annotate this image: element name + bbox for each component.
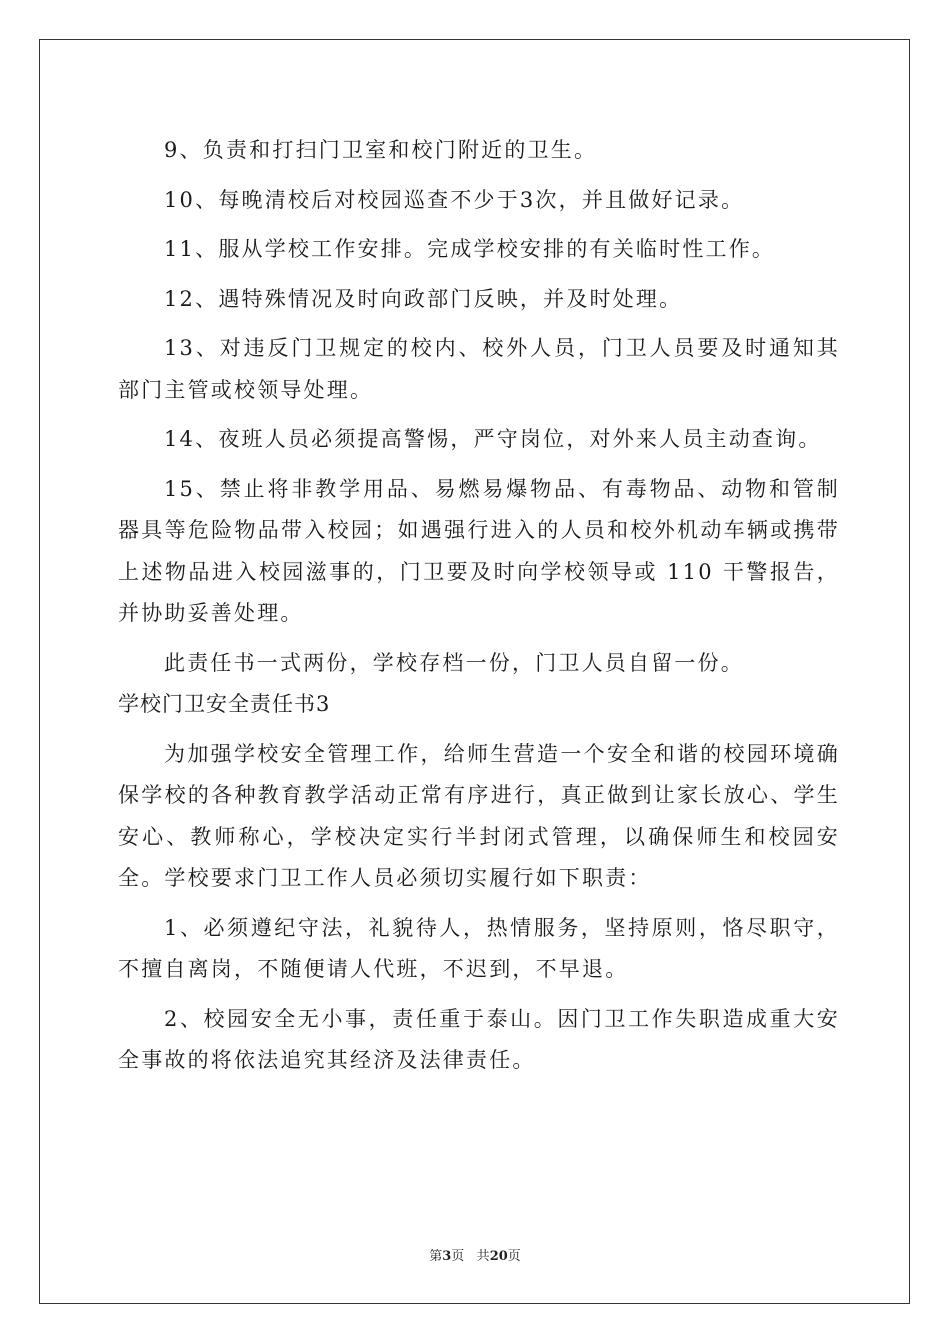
footer-page-unit: 页 xyxy=(451,1249,465,1264)
footer-total-prefix: 共 xyxy=(476,1249,490,1264)
footer-current-page: 3 xyxy=(442,1249,452,1264)
footer-prefix: 第 xyxy=(429,1249,443,1264)
page-footer xyxy=(0,1245,950,1264)
paragraph-item-10: 10、每晚清校后对校园巡查不少于3次，并且做好记录。 xyxy=(164,187,745,212)
footer-total-unit: 页 xyxy=(507,1249,521,1264)
paragraph-item-13: 13、对违反门卫规定的校内、校外人员，门卫人员要及时通知其部门主管或校领导处理。 xyxy=(118,336,840,402)
paragraph-item-12: 12、遇特殊情况及时向政部门反映，并及时处理。 xyxy=(164,286,683,311)
paragraph-duty-2: 2、校园安全无小事，责任重于泰山。因门卫工作失职造成重大安全事故的将依法追究其经济及法律责任。 xyxy=(118,1006,840,1072)
section-heading: 学校门卫安全责任书3 xyxy=(118,692,331,716)
paragraph-copies-note: 此责任书一式两份，学校存档一份，门卫人员自留一份。 xyxy=(164,650,744,675)
document-body xyxy=(118,130,840,1082)
paragraph-item-11: 11、服从学校工作安排。完成学校安排的有关临时性工作。 xyxy=(164,237,776,261)
footer-total-pages: 20 xyxy=(489,1249,508,1264)
paragraph-item-15: 15、禁止将非教学用品、易燃易爆物品、有毒物品、动物和管制器具等危险物品带入校园；如遇强行进入的人员和校外机动车辆或携带上述物品进入校园滋事的，门卫要及时向学校领导或 110 干警报告，并协助妥善处理。 xyxy=(118,476,840,625)
paragraph-intro: 为加强学校安全管理工作，给师生营造一个安全和谐的校园环境确保学校的各种教育教学活动正常有序进行，真正做到让家长放心、学生安心、教师称心，学校决定实行半封闭式管理，以确保师生和校园安全。学校要求门卫工作人员必须切实履行如下职责： xyxy=(118,741,840,890)
paragraph-item-14: 14、夜班人员必须提高警惕，严守岗位，对外来人员主动查询。 xyxy=(164,427,822,451)
paragraph-duty-1: 1、必须遵纪守法，礼貌待人，热情服务，坚持原则，恪尽职守，不擅自离岗，不随便请人代班，不迟到，不早退。 xyxy=(118,915,840,981)
paragraph-item-9: 9、负责和打扫门卫室和校门附近的卫生。 xyxy=(164,138,598,162)
